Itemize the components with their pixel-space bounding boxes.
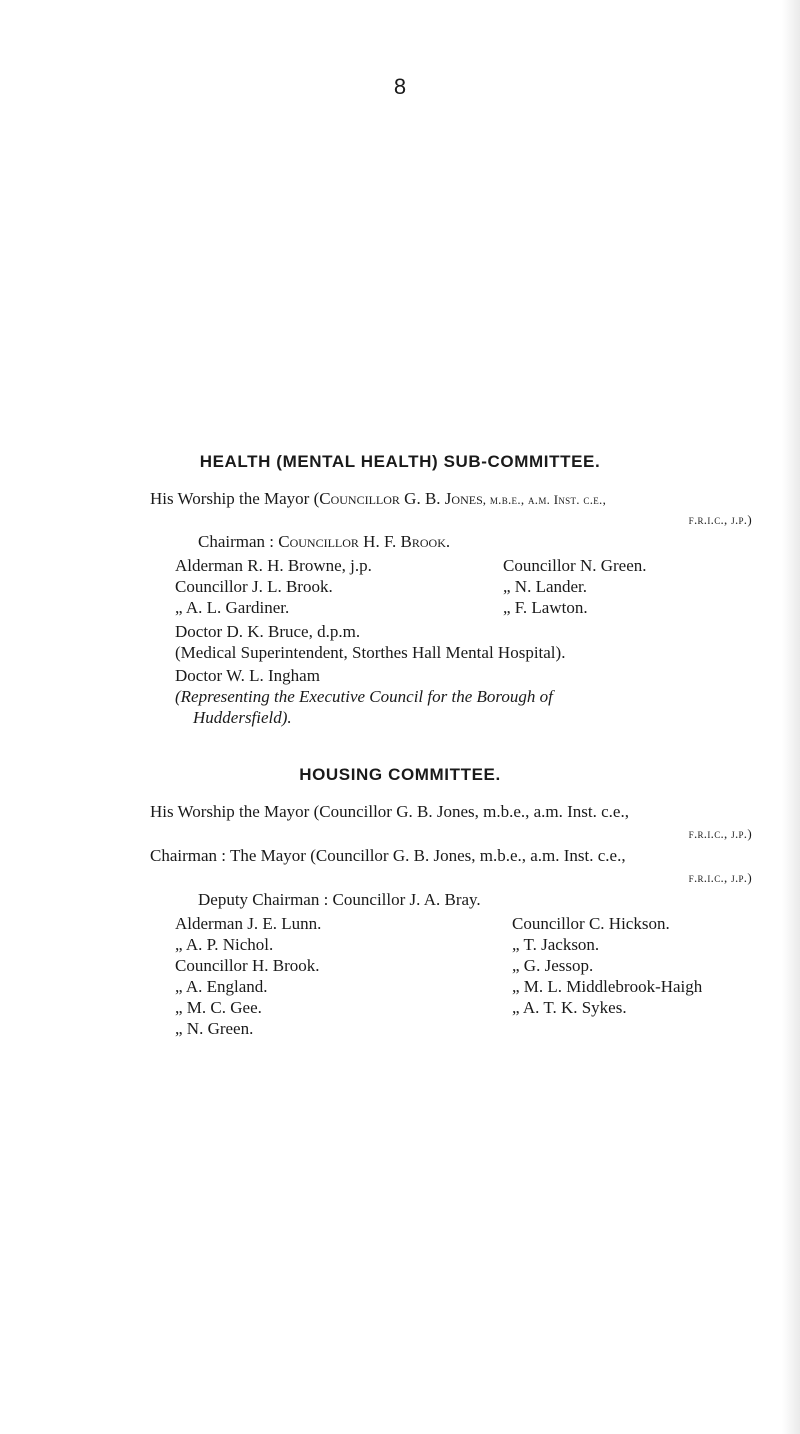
mayor-title: Councillor	[319, 489, 400, 508]
doctor-bruce-role: (Medical Superintendent, Storthes Hall Mental Hospital).	[175, 643, 566, 662]
mayor-prefix: His Worship the Mayor (	[150, 489, 320, 508]
housing-member-left: Alderman J. E. Lunn.	[175, 914, 322, 933]
housing-member-left: Councillor H. Brook.	[175, 956, 320, 975]
doctor-ingham-name: Doctor W. L. Ingham	[175, 666, 320, 685]
housing-chairman-line: Chairman : The Mayor (Councillor G. B. Jones, m.b.e., a.m. Inst. c.e.,	[150, 846, 626, 865]
mental-health-member-right: Councillor N. Green.	[503, 556, 647, 575]
chairman-name: Councillor H. F. Brook.	[278, 532, 451, 551]
doctor-ingham-role: (Representing the Executive Council for the Borough of	[175, 687, 553, 706]
doctor-bruce-name: Doctor D. K. Bruce, d.p.m.	[175, 622, 361, 641]
housing-member-left: „ A. P. Nichol.	[175, 935, 274, 954]
mental-health-heading: HEALTH (MENTAL HEALTH) SUB-COMMITTEE.	[199, 452, 601, 471]
housing-member-right: „ A. T. K. Sykes.	[512, 998, 627, 1017]
housing-member-right: Councillor C. Hickson.	[512, 914, 670, 933]
housing-mayor-line: His Worship the Mayor (Councillor G. B. Jones, m.b.e., a.m. Inst. c.e.,	[150, 802, 629, 821]
mental-health-chairman	[198, 532, 450, 552]
housing-member-right: „ M. L. Middlebrook-Haigh	[512, 977, 703, 996]
mayor-name: G. B. Jones	[404, 489, 483, 508]
page-edge-shadow	[782, 0, 800, 1434]
mental-health-mayor-honours-2: f.r.i.c., j.p.)	[688, 512, 752, 527]
doctor-ingham-role-cont: Huddersfield).	[193, 708, 292, 727]
housing-heading: HOUSING COMMITTEE.	[299, 765, 501, 784]
chairman-label: Chairman :	[198, 532, 275, 551]
mental-health-member-left: Alderman R. H. Browne, j.p.	[175, 556, 372, 575]
mayor-honours: , m.b.e., a.m. Inst. c.e.,	[482, 492, 607, 507]
mental-health-member-left: „ A. L. Gardiner.	[175, 598, 290, 617]
housing-deputy-chairman: Deputy Chairman : Councillor J. A. Bray.	[198, 890, 481, 909]
housing-mayor-honours-2: f.r.i.c., j.p.)	[688, 826, 752, 841]
housing-member-left: „ N. Green.	[175, 1019, 254, 1038]
mental-health-member-right: „ F. Lawton.	[503, 598, 588, 617]
mental-health-member-left: Councillor J. L. Brook.	[175, 577, 333, 596]
mental-health-mayor-line	[150, 489, 606, 510]
housing-member-left: „ A. England.	[175, 977, 268, 996]
housing-member-right: „ G. Jessop.	[512, 956, 594, 975]
page-number: 8	[393, 74, 407, 99]
mental-health-member-right: „ N. Lander.	[503, 577, 588, 596]
housing-member-right: „ T. Jackson.	[512, 935, 600, 954]
housing-member-left: „ M. C. Gee.	[175, 998, 262, 1017]
housing-chairman-honours-2: f.r.i.c., j.p.)	[688, 870, 752, 885]
